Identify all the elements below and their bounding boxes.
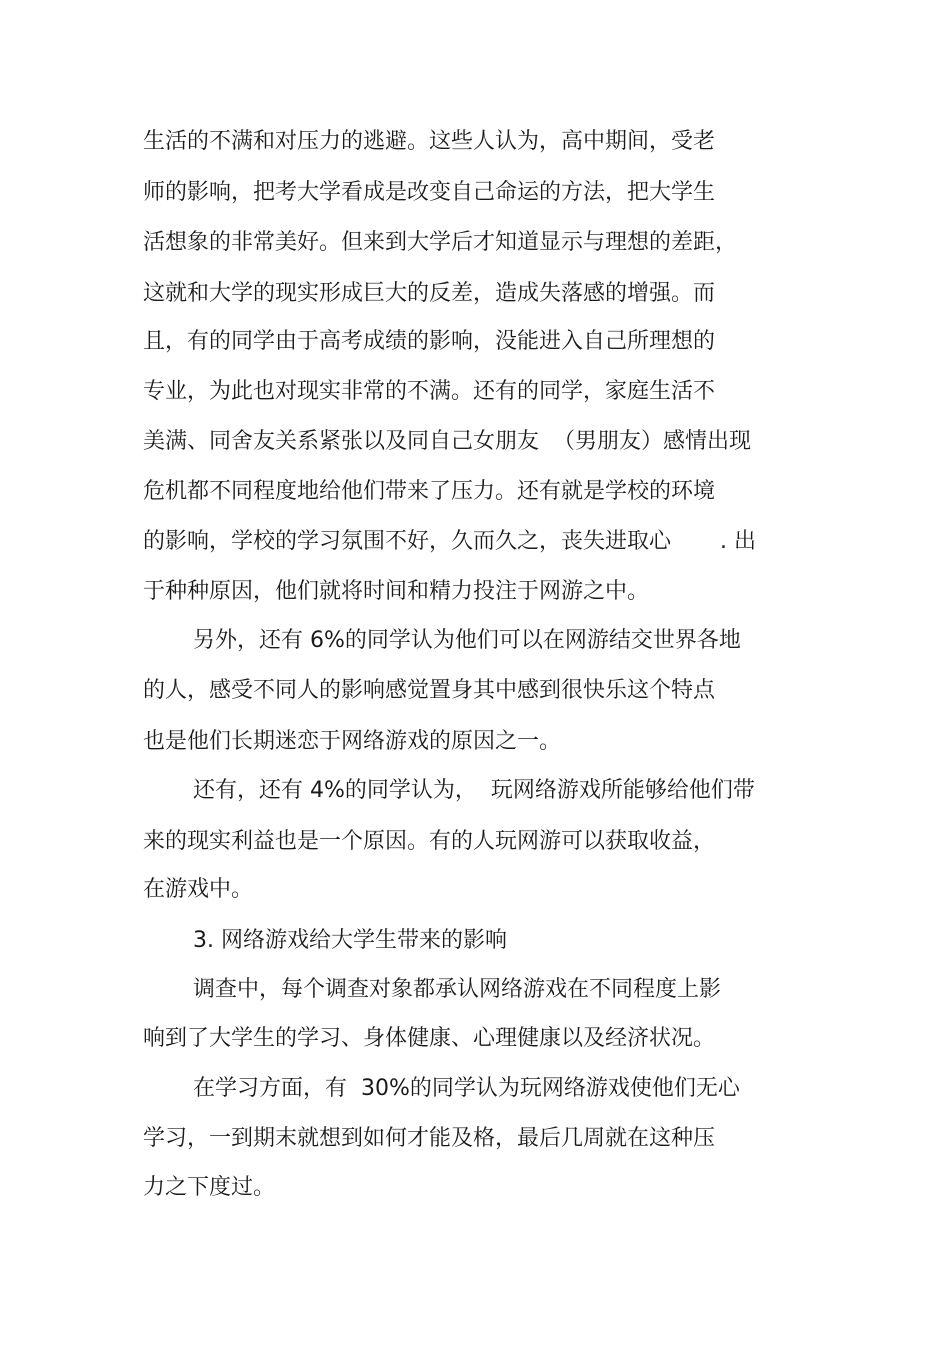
text-line: 学习，一到期末就想到如何才能及格，最后几周就在这种压 [143, 1126, 716, 1151]
text-line: 生活的不满和对压力的逃避。这些人认为，高中期间，受老 [143, 129, 716, 154]
text-line-indented: 另外，还有 6%的同学认为他们可以在网游结交世界各地 [193, 628, 741, 653]
text-line: 的人，感受不同人的影响感觉置身其中感到很快乐这个特点 [143, 678, 716, 703]
text-line: 且，有的同学由于高考成绩的影响，没能进入自己所理想的 [143, 329, 716, 354]
text-line: 来的现实利益也是一个原因。有的人玩网游可以获取收益， [143, 829, 716, 854]
text-line-indented: 在学习方面，有 30%的同学认为玩网络游戏使他们无心 [193, 1076, 740, 1101]
text-line: 也是他们长期迷恋于网络游戏的原因之一。 [143, 729, 562, 754]
text-line-indented: 还有，还有 4%的同学认为， 玩网络游戏所能够给他们带 [193, 778, 755, 803]
text-line: 师的影响，把考大学看成是改变自己命运的方法，把大学生 [143, 180, 716, 205]
text-line-indented: 调查中，每个调查对象都承认网络游戏在不同程度上影 [193, 977, 722, 1002]
text-line: 响到了大学生的学习、身体健康、心理健康以及经济状况。 [143, 1026, 716, 1051]
text-line: 于种种原因，他们就将时间和精力投注于网游之中。 [143, 579, 650, 604]
text-line: 力之下度过。 [143, 1175, 276, 1200]
text-line: 这就和大学的现实形成巨大的反差，造成失落感的增强。而 [143, 281, 716, 306]
text-line: 在游戏中。 [143, 877, 254, 902]
text-line: 危机都不同程度地给他们带来了压力。还有就是学校的环境 [143, 479, 716, 504]
section-heading: 3. 网络游戏给大学生带来的影响 [193, 928, 507, 953]
text-line: 的影响，学校的学习氛围不好，久而久之，丧失进取心 . 出 [143, 529, 756, 554]
text-line: 专业，为此也对现实非常的不满。还有的同学，家庭生活不 [143, 379, 716, 404]
text-line: 活想象的非常美好。但来到大学后才知道显示与理想的差距， [143, 230, 738, 255]
text-line: 美满、同舍友关系紧张以及同自己女朋友 （男朋友）感情出现 [143, 429, 751, 454]
